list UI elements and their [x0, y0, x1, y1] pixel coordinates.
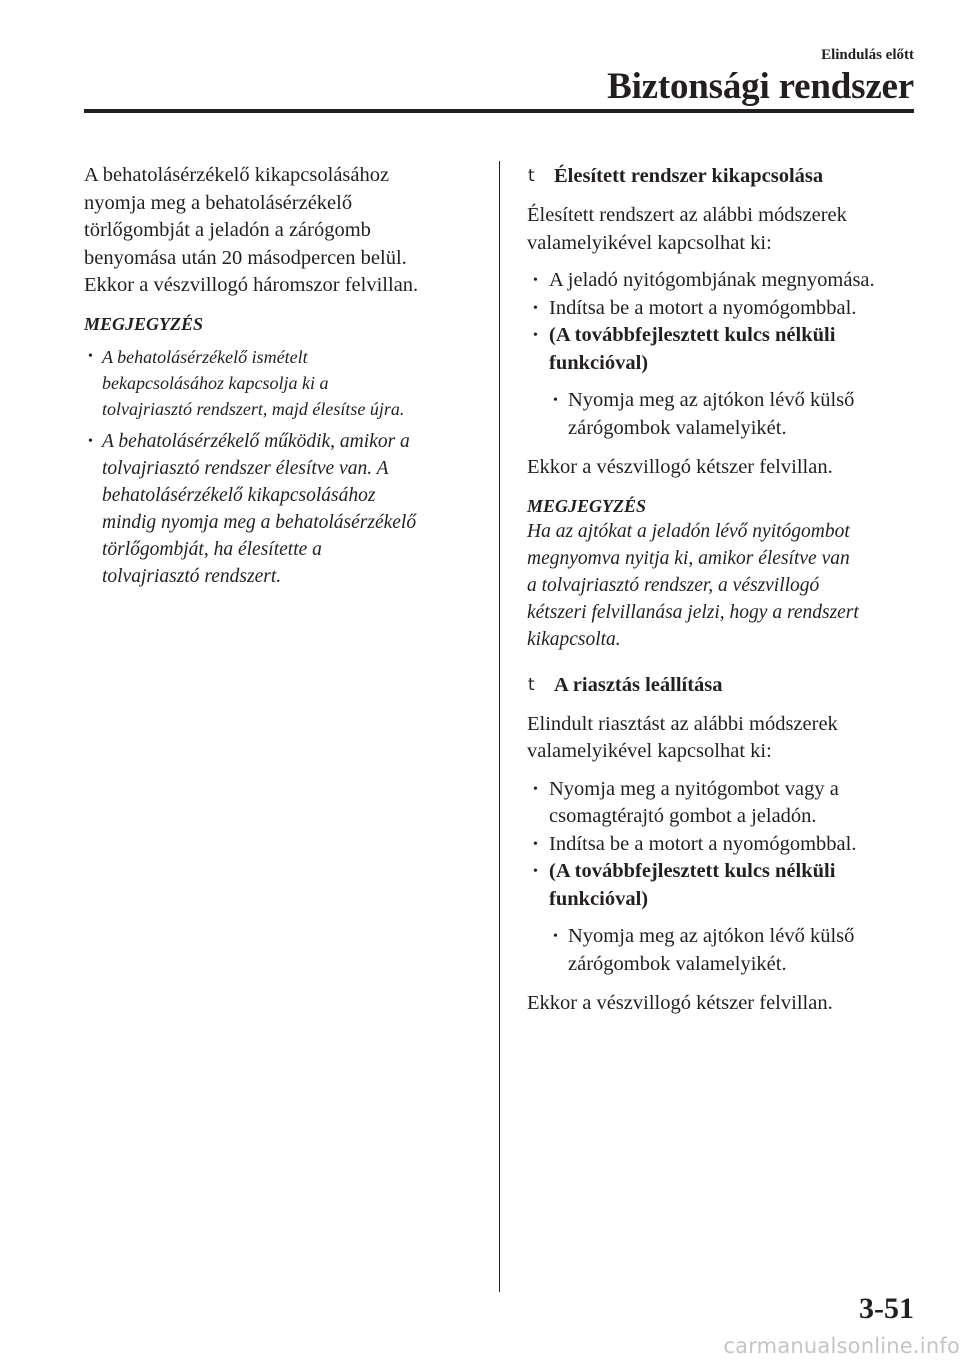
text-line: törlőgombját a jeladón a zárógomb	[84, 219, 371, 241]
item-text: Indítsa be a motort a nyomógombbal.	[549, 296, 857, 319]
page-header	[607, 46, 914, 108]
page-number: 3-51	[859, 1292, 914, 1325]
paren-close: )	[641, 887, 649, 910]
list-item	[527, 267, 919, 295]
text-line: Élesített rendszert az alábbi módszerek	[527, 204, 847, 226]
bullet-icon: •	[553, 929, 558, 944]
heading-text: Élesített rendszer kikapcsolása	[554, 165, 824, 187]
bullet-icon: •	[88, 348, 93, 364]
paren-close: )	[641, 351, 649, 374]
item-bold-text: funkcióval	[549, 351, 642, 374]
text-line: megnyomva nyitja ki, amikor élesítve van	[527, 547, 850, 569]
note-list	[84, 344, 484, 590]
text-line: Nyomja meg az ajtókon lévő külső	[568, 389, 855, 411]
text-line: tolvajriasztó rendszert.	[102, 565, 282, 587]
bullet-icon: •	[553, 393, 558, 408]
note-item	[84, 428, 484, 590]
note-title: MEGJEGYZÉS	[527, 495, 647, 516]
text-line: bekapcsolásához kapcsolja ki a	[102, 372, 329, 393]
text-line: zárógombok valamelyikét.	[568, 952, 787, 975]
header-rule	[84, 109, 914, 113]
section-heading	[527, 162, 919, 190]
text-line: tolvajriasztó rendszert, majd élesítse újra.	[102, 398, 405, 419]
text-line: Elindult riasztást az alábbi módszerek	[527, 712, 838, 735]
section-marker-icon: t	[528, 674, 535, 695]
note-paragraph	[527, 518, 919, 653]
bullet-icon: •	[533, 836, 538, 852]
text-line: csomagtérajtó gombot a jeladón.	[549, 805, 817, 827]
section-intro	[527, 711, 919, 766]
text-line: nyomja meg a behatolásérzékelő	[84, 191, 353, 214]
item-bold-text: A továbbfejlesztett kulcs nélküli	[555, 324, 836, 346]
bullet-icon: •	[533, 273, 538, 288]
left-column	[84, 162, 484, 590]
list-item	[527, 858, 919, 978]
list-item	[527, 831, 919, 859]
text-line: behatolásérzékelő kikapcsolásához	[102, 484, 376, 506]
page-title: Biztonsági rendszer	[607, 66, 914, 107]
text-line: Nyomja meg az ajtókon lévő külső	[568, 925, 855, 947]
sub-list-item	[549, 387, 919, 442]
watermark-link[interactable]: carmanualsonline.info	[723, 1334, 960, 1358]
section-intro	[527, 202, 919, 257]
note-item	[84, 344, 484, 422]
method-list	[527, 267, 919, 442]
section-marker-icon: t	[528, 166, 535, 186]
text-line: zárógombok valamelyikét.	[568, 416, 787, 439]
text-line: mindig nyomja meg a behatolásérzékelő	[102, 511, 417, 533]
section-label: Elindulás előtt	[821, 47, 914, 63]
text-line: a tolvajriasztó rendszer, a vészvillogó	[527, 574, 820, 596]
text-line: tolvajriasztó rendszer élesítve van. A	[102, 457, 389, 479]
heading-text: A riasztás leállítása	[554, 673, 723, 696]
text-line: A behatolásérzékelő ismételt	[102, 346, 308, 367]
bullet-icon: •	[533, 864, 538, 879]
text-line: valamelyikével kapcsolhat ki:	[527, 231, 772, 254]
section-outro: Ekkor a vészvillogó kétszer felvillan.	[527, 456, 833, 478]
text-line: Ekkor a vészvillogó háromszor felvillan.	[84, 274, 419, 296]
text-line: A behatolásérzékelő működik, amikor a	[102, 430, 410, 452]
right-column	[527, 162, 919, 1030]
item-bold-text: funkcióval	[549, 887, 642, 910]
text-line: valamelyikével kapcsolhat ki:	[527, 740, 772, 762]
text-line: Ha az ajtókat a jeladón lévő nyitógombot	[527, 520, 850, 542]
text-line: Nyomja meg a nyitógombot vagy a	[549, 777, 839, 800]
item-bold-text: A továbbfejlesztett kulcs nélküli	[555, 860, 836, 882]
text-line: törlőgombját, ha élesítette a	[102, 538, 322, 560]
intro-paragraph	[84, 162, 484, 300]
column-divider	[499, 161, 500, 1292]
bullet-icon: •	[533, 781, 538, 797]
bullet-icon: •	[533, 328, 538, 343]
bullet-icon: •	[533, 300, 538, 316]
paren-open: (	[549, 324, 556, 346]
text-line: kétszeri felvillanása jelzi, hogy a rendszert	[527, 601, 859, 623]
section-heading	[527, 671, 919, 699]
section-outro: Ekkor a vészvillogó kétszer felvillan.	[527, 992, 833, 1014]
list-item	[527, 322, 919, 442]
list-item	[527, 776, 919, 831]
method-list	[527, 776, 919, 979]
sub-list-item	[549, 923, 919, 978]
item-text: Indítsa be a motort a nyomógombbal.	[549, 832, 857, 855]
sub-list	[549, 923, 919, 978]
note-title: MEGJEGYZÉS	[84, 313, 204, 334]
list-item	[527, 295, 919, 323]
item-text: A jeladó nyitógombjának megnyomása.	[549, 269, 875, 291]
bullet-icon: •	[88, 433, 93, 449]
paren-open: (	[549, 860, 556, 882]
sub-list	[549, 387, 919, 442]
text-line: kikapcsolta.	[527, 628, 621, 650]
text-line: A behatolásérzékelő kikapcsolásához	[84, 164, 390, 186]
text-line: benyomása után 20 másodpercen belül.	[84, 246, 407, 269]
